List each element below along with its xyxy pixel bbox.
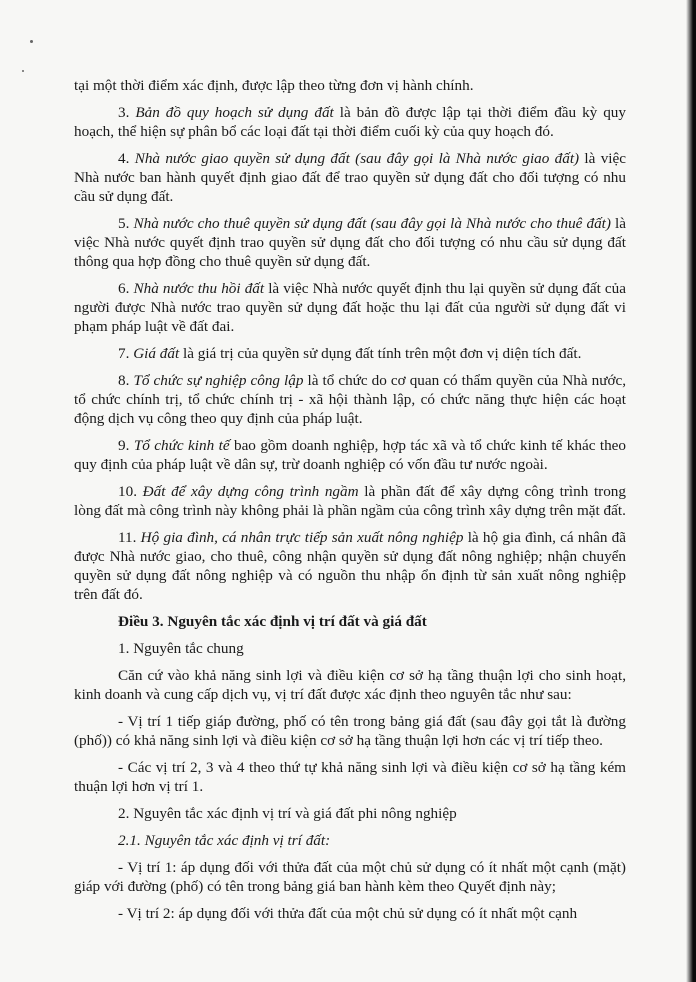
scan-speck [22,70,24,72]
definition-paragraph [74,214,626,271]
definition-paragraph [74,344,626,363]
definition-paragraph [74,436,626,474]
definition-text: là việc Nhà nước quyết định trao quyền sử dụng đất cho đối tượng có nhu cầu sử dụng đất thông qua hợp đồng cho thuê quyền sử dụng đất. [74,215,626,270]
scan-speck [30,40,33,43]
defined-term: Tổ chức kinh tế [133,437,230,454]
definition-text: là hộ gia đình, cá nhân đã được Nhà nước giao, cho thuê, công nhận quyền sử dụng đất nông nghiệp; nhận chuyển quyền sử dụng đất nông nghiệp và có nguồn thu nhập ổn định từ sản xuất nông nghiệp trên đất đó. [74,529,627,603]
definition-text: là bản đồ được lập tại thời điểm đầu kỳ quy hoạch, thể hiện sự phân bổ các loại đất tại thời điểm cuối kỳ của quy hoạch đó. [74,104,626,140]
definition-paragraph [74,371,626,428]
clause-number: 11. [118,529,141,546]
paragraph: - Vị trí 1 tiếp giáp đường, phố có tên trong bảng giá đất (sau đây gọi tắt là đường (phố)) có khả năng sinh lợi và điều kiện cơ sở hạ tầng thuận lợi hơn các vị trí tiếp theo. [74,713,626,749]
clause-number: 10. [118,483,143,500]
scan-edge-shadow [686,0,696,982]
defined-term: Nhà nước cho thuê quyền sử dụng đất (sau đây gọi là Nhà nước cho thuê đất) [133,215,611,232]
defined-term: Nhà nước giao quyền sử dụng đất (sau đây gọi là Nhà nước giao đất) [134,150,580,167]
document-body [74,76,626,931]
defined-term: Bản đồ quy hoạch sử dụng đất [135,104,334,121]
definition-text: là việc Nhà nước ban hành quyết định giao đất để trao quyền sử dụng đất cho đối tượng có nhu cầu sử dụng đất. [74,150,626,205]
defined-term: Đất để xây dựng công trình ngầm [142,483,359,500]
definition-text: là giá trị của quyền sử dụng đất tính trên một đơn vị diện tích đất. [179,345,582,362]
paragraph: - Vị trí 1: áp dụng đối với thửa đất của một chủ sử dụng có ít nhất một cạnh (mặt) giáp với đường (phố) có tên trong bảng giá ban hành kèm theo Quyết định này; [74,859,626,895]
paragraph: Căn cứ vào khả năng sinh lợi và điều kiện cơ sở hạ tầng thuận lợi cho sinh hoạt, kinh doanh và cung cấp dịch vụ, vị trí đất được xác định theo nguyên tắc như sau: [74,667,626,703]
definition-paragraph [74,149,626,206]
defined-term: Tổ chức sự nghiệp công lập [133,372,304,389]
definition-text: bao gồm doanh nghiệp, hợp tác xã và tổ chức kinh tế khác theo quy định của pháp luật về dân sự, trừ doanh nghiệp có vốn đầu tư nước ngoài. [74,437,627,473]
paragraph: 1. Nguyên tắc chung [118,640,244,657]
clause-number: 5. [118,215,134,232]
defined-term: Hộ gia đình, cá nhân trực tiếp sản xuất nông nghiệp [140,529,464,546]
definition-text: là tổ chức do cơ quan có thẩm quyền của Nhà nước, tổ chức chính trị, tổ chức chính trị - xã hội thành lập, có chức năng thực hiện các hoạt động dịch vụ công theo quy định của pháp luật. [74,372,627,427]
article-heading: Điều 3. Nguyên tắc xác định vị trí đất và giá đất [118,613,427,630]
defined-term: Nhà nước thu hồi đất [133,280,265,297]
definition-text: là phần đất để xây dựng công trình trong lòng đất mà công trình này không phải là phần ngầm của công trình xây dựng trên mặt đất. [74,483,626,519]
defined-term: Giá đất [133,345,180,362]
definition-text: là việc Nhà nước quyết định thu lại quyền sử dụng đất của người được Nhà nước trao quyền sử dụng đất hoặc thu lại đất của người sử dụng đất vi phạm pháp luật về đất đai. [74,280,627,335]
clause-number: 9. [118,437,134,454]
clause-number: 3. [118,104,136,121]
definition-paragraph [74,482,626,520]
paragraph: tại một thời điểm xác định, được lập theo từng đơn vị hành chính. [74,77,474,94]
definition-paragraph [74,528,626,604]
clause-number: 8. [118,372,134,389]
paragraph: - Vị trí 2: áp dụng đối với thửa đất của một chủ sử dụng có ít nhất một cạnh [118,905,578,922]
clause-number: 6. [118,280,134,297]
definition-paragraph [74,103,626,141]
paragraph: 2. Nguyên tắc xác định vị trí và giá đất phi nông nghiệp [118,805,457,822]
clause-number: 4. [118,150,135,167]
paragraph: - Các vị trí 2, 3 và 4 theo thứ tự khả năng sinh lợi và điều kiện cơ sở hạ tầng kém thuận lợi hơn vị trí 1. [74,759,626,795]
subsection-heading: 2.1. Nguyên tắc xác định vị trí đất: [118,832,331,849]
clause-number: 7. [118,345,134,362]
definition-paragraph [74,279,626,336]
